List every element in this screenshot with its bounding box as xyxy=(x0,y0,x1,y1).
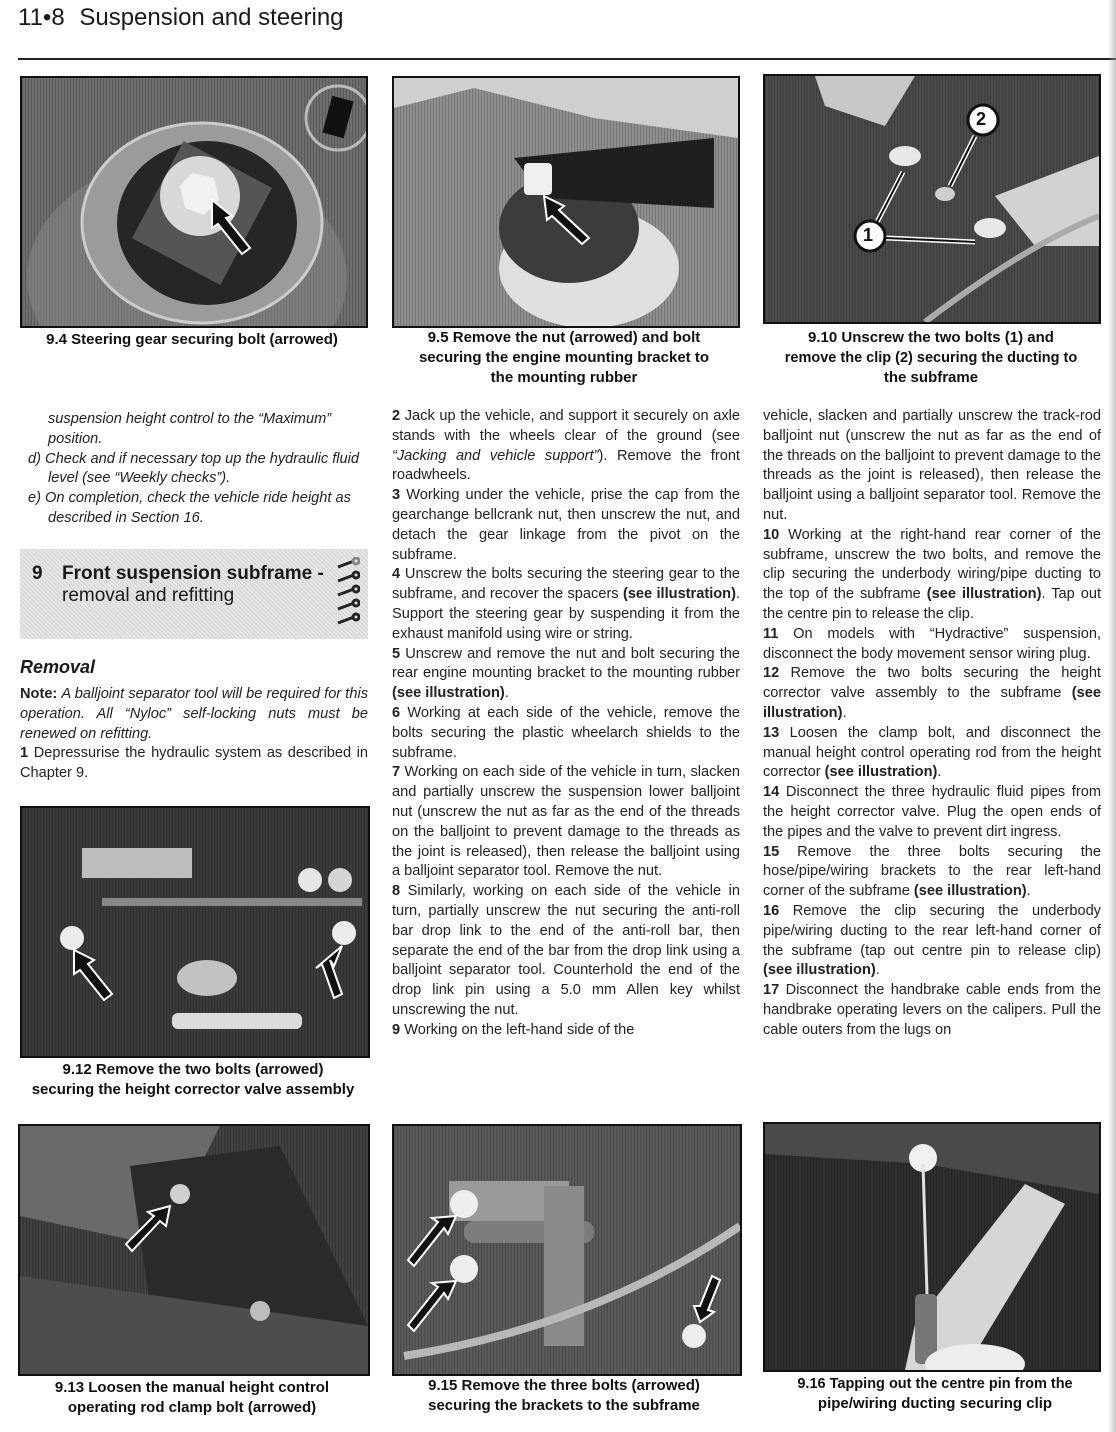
chapter-title: Suspension and steering xyxy=(79,4,344,31)
photo-9-15-illustration xyxy=(394,1126,740,1374)
photo-9-13 xyxy=(18,1124,370,1376)
caption-line: remove the clip (2) securing the ducting to xyxy=(784,350,1078,366)
step-4 xyxy=(392,565,740,644)
column-1-top xyxy=(28,410,366,529)
caption-line: 9.15 Remove the three bolts (arrowed) xyxy=(428,1377,700,1394)
step-text: Working on the left-hand side of the xyxy=(404,1021,635,1038)
caption-9-12 xyxy=(14,1060,372,1100)
step-text: Working on each side of the vehicle in turn, slacken and partially unscrew the suspension lower balljoint nut (unscrew the nut as far as the end of the threads on the balljoint to prevent damage to the threads as the joint is released), then release the balljoint using a balljoint separator tool. Remove the nut. xyxy=(392,764,740,880)
photo-9-13-illustration xyxy=(20,1126,368,1374)
step-text-tail: . Support the steering gear by suspending it from the exhaust manifold using wire or string. xyxy=(392,586,741,642)
step-reference: “Jacking and vehicle support” xyxy=(392,447,599,464)
step-10 xyxy=(763,526,1101,625)
section-heading-box xyxy=(20,549,368,639)
note-text: A balljoint separator tool will be required for this operation. All “Nyloc” self-locking nuts must be renewed on refitting. xyxy=(20,686,368,742)
section-subtitle: removal and refitting xyxy=(62,585,235,606)
step-text: On models with “Hydractive” suspension, disconnect the body movement sensor wiring plug. xyxy=(763,625,1101,662)
list-label: e) xyxy=(28,490,41,507)
paragraph-continued: vehicle, slacken and partially unscrew the track-rod balljoint nut (unscrew the nut as far as the end of the threads on the balljoint to prevent damage to the threads as the joint is released), then release the balljoint using a balljoint separator tool. Remove the nut. xyxy=(763,408,1101,523)
photo-9-5 xyxy=(392,76,740,328)
step-16 xyxy=(763,902,1101,981)
list-text: Check and if necessary top up the hydraulic fluid level (see “Weekly checks”). xyxy=(45,450,359,487)
photo-9-12-illustration xyxy=(22,808,368,1056)
caption-line: the subframe xyxy=(883,369,979,386)
photo-9-10-illustration xyxy=(765,76,1099,322)
caption-line: 9.5 Remove the nut (arrowed) and bolt xyxy=(427,329,701,346)
step-text: Disconnect the handbrake cable ends from the handbrake operating levers on the calipers. Pull the cable outers from the lugs on xyxy=(763,982,1101,1038)
caption-line: 9.13 Loosen the manual height control xyxy=(54,1379,330,1396)
step-number: 16 xyxy=(763,902,780,919)
step-text: Working at each side of the vehicle, remove the bolts securing the plastic wheelarch shields to the subframe. xyxy=(392,704,740,761)
caption-line: securing the height corrector valve assembly xyxy=(31,1081,355,1098)
photo-9-12 xyxy=(20,806,370,1058)
see-illustration-link: (see illustration) xyxy=(926,586,1042,603)
see-illustration-link: (see illustration) xyxy=(913,883,1027,900)
step-text: Remove the two bolts securing the height corrector valve assembly to the subframe xyxy=(763,665,1101,702)
step-number: 10 xyxy=(763,526,780,543)
step-text: Unscrew the bolts securing the steering gear to the subframe, and recover the spacers xyxy=(392,566,740,603)
step-11 xyxy=(763,625,1101,665)
step-number: 13 xyxy=(763,724,780,741)
step-text-tail: . xyxy=(504,685,509,702)
list-item-c-cont: suspension height control to the “Maximum” position. xyxy=(48,411,332,447)
caption-line: 9.12 Remove the two bolts (arrowed) xyxy=(62,1061,324,1078)
step-number: 6 xyxy=(392,704,401,721)
step-number: 8 xyxy=(392,883,401,900)
step-text: Remove the three bolts securing the hose/pipe/wiring brackets to the rear left-hand corner of the subframe xyxy=(763,843,1101,900)
see-illustration-link: (see illustration) xyxy=(622,586,736,603)
column-3 xyxy=(763,407,1101,1041)
page-number: 11•8 xyxy=(18,4,65,31)
caption-9-4 xyxy=(14,330,370,350)
arrow-icon xyxy=(408,1216,456,1266)
step-text: Disconnect the three hydraulic fluid pipes from the height corrector valve. Plug the open ends of the pipes and the valve to prevent dirt ingress. xyxy=(763,784,1101,840)
caption-line: operating rod clamp bolt (arrowed) xyxy=(67,1399,317,1416)
step-text: Depressurise the hydraulic system as described in Chapter 9. xyxy=(20,745,368,782)
step-2 xyxy=(392,407,740,486)
step-number: 7 xyxy=(392,764,401,781)
step-text: Loosen the clamp bolt, and disconnect the manual height control operating rod from the height corrector xyxy=(763,724,1101,781)
step-text-tail: . xyxy=(875,962,880,979)
step-number: 14 xyxy=(763,784,780,801)
see-illustration-link: (see illustration) xyxy=(824,764,938,781)
see-illustration-link: (see illustration) xyxy=(763,962,876,979)
step-text: Jack up the vehicle, and support it securely on axle stands with the wheels clear of the ground (see xyxy=(392,408,740,444)
arrow-icon xyxy=(408,1281,456,1331)
photo-9-5-illustration xyxy=(394,78,738,326)
step-number: 11 xyxy=(763,625,779,642)
step-5 xyxy=(392,645,740,704)
step-number: 4 xyxy=(392,566,401,583)
page-edge-shadow xyxy=(1108,0,1116,1432)
photo-9-10 xyxy=(763,74,1101,324)
step-3 xyxy=(392,486,740,565)
caption-9-15 xyxy=(386,1376,742,1416)
caption-9-16 xyxy=(760,1374,1110,1414)
photo-9-4 xyxy=(20,76,368,328)
photo-9-16 xyxy=(763,1122,1101,1372)
photo-9-15 xyxy=(392,1124,742,1376)
callout-label-2: 2 xyxy=(976,109,987,129)
step-text: Working at the right-hand rear corner of the subframe, unscrew the two bolts, and remove the clip securing the underbody wiring/pipe ducting to the top of the subframe xyxy=(763,526,1101,603)
step-text: Working under the vehicle, prise the cap from the gearchange bellcrank nut, then unscrew the nut, and detach the gear linkage from the pivot on the subframe. xyxy=(392,487,740,563)
see-illustration-link: (see illustration) xyxy=(763,685,1101,721)
step-number: 2 xyxy=(392,408,401,424)
subheading-removal: Removal xyxy=(20,657,96,677)
step-13 xyxy=(763,724,1101,783)
caption-9-10 xyxy=(756,328,1106,388)
step-15 xyxy=(763,843,1101,902)
callout-label-1: 1 xyxy=(863,225,874,245)
step-text-tail: ). Remove the front roadwheels. xyxy=(392,447,740,484)
note-paragraph xyxy=(20,685,368,744)
list-item-d xyxy=(28,450,366,490)
step-text: Unscrew and remove the nut and bolt securing the rear engine mounting bracket to the mounting rubber xyxy=(392,645,740,682)
section-title: Front suspension subframe - xyxy=(62,563,324,584)
step-8 xyxy=(392,882,740,1021)
caption-9-5 xyxy=(386,328,742,388)
caption-text: 9.4 Steering gear securing bolt (arrowed) xyxy=(46,331,338,348)
step-14 xyxy=(763,783,1101,842)
caption-9-13 xyxy=(14,1378,370,1418)
page-header xyxy=(18,4,344,32)
step-number: 5 xyxy=(392,645,401,662)
step-number: 15 xyxy=(763,843,780,860)
see-illustration-link: (see illustration) xyxy=(392,685,505,702)
step-text: Similarly, working on each side of the vehicle in turn, partially unscrew the nut securing the anti-roll bar drop link to the end of the anti-roll bar, then separate the end of the bar from the drop link using a balljoint separator tool. Counterhold the end of the drop link pin using a 5.0 mm Allen key whilst unscrewing the nut. xyxy=(392,883,740,1018)
step-6 xyxy=(392,704,740,763)
step-text-tail: . xyxy=(842,704,847,721)
step-7 xyxy=(392,763,740,882)
caption-line: 9.16 Tapping out the centre pin from the xyxy=(797,1376,1073,1392)
caption-line: pipe/wiring ducting securing clip xyxy=(817,1395,1053,1412)
step-number: 9 xyxy=(392,1021,401,1038)
step-number: 12 xyxy=(763,665,780,682)
photo-9-16-illustration xyxy=(765,1124,1099,1370)
step-12 xyxy=(763,664,1101,723)
caption-line: the mounting rubber xyxy=(490,369,638,386)
column-2 xyxy=(392,407,740,1041)
step-text-tail: . xyxy=(1026,883,1031,900)
column-1-note xyxy=(20,685,368,784)
section-number: 9 xyxy=(32,563,43,584)
caption-line: 9.10 Unscrew the two bolts (1) and xyxy=(808,329,1054,346)
step-text-tail: . Tap out the centre pin to release the clip. xyxy=(763,586,1102,622)
step-number: 17 xyxy=(763,982,780,999)
step-number: 3 xyxy=(392,487,401,504)
step-1 xyxy=(20,744,368,784)
step-text: Remove the clip securing the underbody pipe/wiring ducting to the rear left-hand corner of the subframe (tap out centre pin to release clip) xyxy=(763,902,1101,959)
list-item-e xyxy=(28,489,366,529)
step-text-tail: . xyxy=(937,764,942,781)
header-rule xyxy=(18,58,1116,60)
list-text: On completion, check the vehicle ride height as described in Section 16. xyxy=(45,490,351,526)
arrow-icon xyxy=(74,950,112,1000)
list-label: d) xyxy=(28,450,41,467)
photo-9-4-illustration xyxy=(22,78,366,326)
step-9 xyxy=(392,1021,740,1041)
step-number: 1 xyxy=(20,745,29,762)
note-label: Note: xyxy=(20,686,58,702)
wrench-rating-icon xyxy=(334,557,360,629)
arrow-icon xyxy=(694,1276,720,1322)
arrow-icon xyxy=(316,946,342,998)
step-17 xyxy=(763,981,1101,1040)
caption-line: securing the brackets to the subframe xyxy=(428,1397,700,1414)
caption-line: securing the engine mounting bracket to xyxy=(418,349,710,366)
